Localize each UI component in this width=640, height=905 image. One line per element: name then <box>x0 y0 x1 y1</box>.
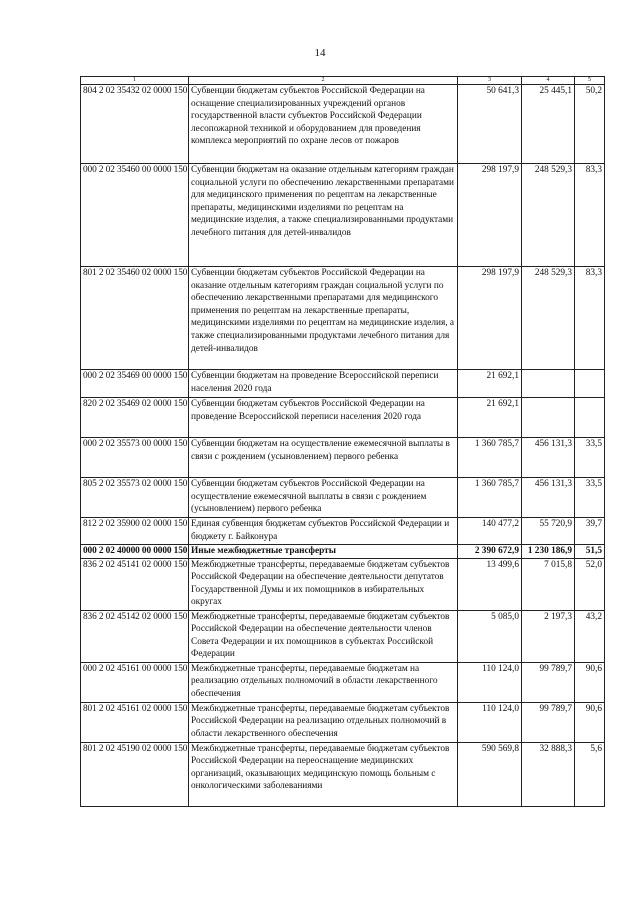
budget-code-cell: 805 2 02 35573 02 0000 150 <box>81 478 189 518</box>
actual-amount-cell: 456 131,3 <box>522 478 575 518</box>
budget-code-cell: 000 2 02 40000 00 0000 150 <box>81 545 189 559</box>
actual-amount-cell: 32 888,3 <box>522 742 575 806</box>
table-row <box>81 742 605 806</box>
budget-code-cell: 801 2 02 45190 02 0000 150 <box>81 742 189 806</box>
plan-amount-cell: 298 197,9 <box>458 267 522 370</box>
plan-amount-cell: 13 499,6 <box>458 558 522 610</box>
table-row <box>81 370 605 398</box>
actual-amount-cell: 2 197,3 <box>522 610 575 662</box>
budget-code-cell: 000 2 02 35469 00 0000 150 <box>81 370 189 398</box>
plan-amount-cell: 2 390 672,9 <box>458 545 522 559</box>
plan-amount-cell: 50 641,3 <box>458 85 522 164</box>
percent-cell: 90,6 <box>575 702 605 742</box>
column-number-row <box>81 77 605 85</box>
plan-amount-cell: 110 124,0 <box>458 702 522 742</box>
budget-code-cell: 836 2 02 45141 02 0000 150 <box>81 558 189 610</box>
actual-amount-cell: 248 529,3 <box>522 267 575 370</box>
table-body <box>81 85 605 807</box>
column-number: 2 <box>189 77 458 85</box>
name-cell: Субвенции бюджетам субъектов Российской Федерации на проведение Всероссийской переписи населения 2020 года <box>189 398 458 438</box>
column-number: 4 <box>522 77 575 85</box>
table-row <box>81 85 605 164</box>
percent-cell: 5,6 <box>575 742 605 806</box>
percent-cell: 83,3 <box>575 267 605 370</box>
table-row <box>81 558 605 610</box>
percent-cell: 50,2 <box>575 85 605 164</box>
budget-code-cell: 801 2 02 45161 02 0000 150 <box>81 702 189 742</box>
plan-amount-cell: 110 124,0 <box>458 662 522 702</box>
plan-amount-cell: 21 692,1 <box>458 370 522 398</box>
name-cell: Межбюджетные трансферты, передаваемые бюджетам субъектов Российской Федерации на обеспечение деятельности членов Совета Федерации и их помощников в субъектах Российской Федерации <box>189 610 458 662</box>
plan-amount-cell: 5 085,0 <box>458 610 522 662</box>
actual-amount-cell <box>522 398 575 438</box>
budget-code-cell: 801 2 02 35460 02 0000 150 <box>81 267 189 370</box>
name-cell: Субвенции бюджетам субъектов Российской Федерации на осуществление ежемесячной выплаты в связи с рождением (усыновлением) первого ребенка <box>189 478 458 518</box>
name-cell: Межбюджетные трансферты, передаваемые бюджетам на реализацию отдельных полномочий в области лекарственного обеспечения <box>189 662 458 702</box>
percent-cell: 83,3 <box>575 164 605 267</box>
budget-code-cell: 000 2 02 35573 00 0000 150 <box>81 438 189 478</box>
actual-amount-cell <box>522 370 575 398</box>
actual-amount-cell: 99 789,7 <box>522 702 575 742</box>
column-number: 3 <box>458 77 522 85</box>
plan-amount-cell: 21 692,1 <box>458 398 522 438</box>
table-row <box>81 610 605 662</box>
actual-amount-cell: 55 720,9 <box>522 518 575 545</box>
column-number: 1 <box>81 77 189 85</box>
budget-code-cell: 804 2 02 35432 02 0000 150 <box>81 85 189 164</box>
name-cell: Субвенции бюджетам на проведение Всероссийской переписи населения 2020 года <box>189 370 458 398</box>
name-cell: Субвенции бюджетам субъектов Российской Федерации на оказание отдельным категориям граждан социальной услуги по обеспечению лекарственными препаратами для медицинского применения по рецептам на лекарственные препараты, медицинскими изделиями по рецептам на медицинские изделия, а также специализированными продуктами лечебного питания для детей-инвалидов <box>189 267 458 370</box>
budget-code-cell: 836 2 02 45142 02 0000 150 <box>81 610 189 662</box>
plan-amount-cell: 1 360 785,7 <box>458 478 522 518</box>
table-row <box>81 164 605 267</box>
table-row <box>81 518 605 545</box>
name-cell: Единая субвенция бюджетам субъектов Российской Федерации и бюджету г. Байконура <box>189 518 458 545</box>
table-row <box>81 545 605 559</box>
percent-cell: 33,5 <box>575 438 605 478</box>
table-row <box>81 702 605 742</box>
actual-amount-cell: 99 789,7 <box>522 662 575 702</box>
percent-cell: 39,7 <box>575 518 605 545</box>
name-cell: Иные межбюджетные трансферты <box>189 545 458 559</box>
table-header <box>81 77 605 85</box>
budget-code-cell: 000 2 02 45161 00 0000 150 <box>81 662 189 702</box>
percent-cell: 51,5 <box>575 545 605 559</box>
budget-code-cell: 000 2 02 35460 00 0000 150 <box>81 164 189 267</box>
percent-cell: 52,0 <box>575 558 605 610</box>
name-cell: Субвенции бюджетам субъектов Российской Федерации на оснащение специализированных учреждений органов государственной власти субъектов Российской Федерации лесопожарной техникой и оборудованием для проведения комплекса мероприятий по охране лесов от пожаров <box>189 85 458 164</box>
percent-cell: 90,6 <box>575 662 605 702</box>
budget-code-cell: 820 2 02 35469 02 0000 150 <box>81 398 189 438</box>
actual-amount-cell: 248 529,3 <box>522 164 575 267</box>
name-cell: Субвенции бюджетам на осуществление ежемесячной выплаты в связи с рождением (усыновлением) первого ребенка <box>189 438 458 478</box>
actual-amount-cell: 7 015,8 <box>522 558 575 610</box>
name-cell: Субвенции бюджетам на оказание отдельным категориям граждан социальной услуги по обеспечению лекарственными препаратами для медицинского применения по рецептам на лекарственные препараты, медицинскими изделиями по рецептам на медицинские изделия, а также специализированными продуктами лечебного питания для детей-инвалидов <box>189 164 458 267</box>
table-row <box>81 662 605 702</box>
table-row <box>81 398 605 438</box>
actual-amount-cell: 456 131,3 <box>522 438 575 478</box>
percent-cell: 33,5 <box>575 478 605 518</box>
percent-cell <box>575 398 605 438</box>
page-number: 14 <box>314 47 326 59</box>
table-row <box>81 267 605 370</box>
plan-amount-cell: 590 569,8 <box>458 742 522 806</box>
actual-amount-cell: 1 230 186,9 <box>522 545 575 559</box>
budget-table <box>80 76 605 807</box>
name-cell: Межбюджетные трансферты, передаваемые бюджетам субъектов Российской Федерации на обеспечение деятельности депутатов Государственной Думы и их помощников в избирательных округах <box>189 558 458 610</box>
plan-amount-cell: 140 477,2 <box>458 518 522 545</box>
budget-code-cell: 812 2 02 35900 02 0000 150 <box>81 518 189 545</box>
percent-cell <box>575 370 605 398</box>
name-cell: Межбюджетные трансферты, передаваемые бюджетам субъектов Российской Федерации на реализацию отдельных полномочий в области лекарственного обеспечения <box>189 702 458 742</box>
actual-amount-cell: 25 445,1 <box>522 85 575 164</box>
plan-amount-cell: 1 360 785,7 <box>458 438 522 478</box>
table-row <box>81 478 605 518</box>
percent-cell: 43,2 <box>575 610 605 662</box>
name-cell: Межбюджетные трансферты, передаваемые бюджетам субъектов Российской Федерации на переоснащение медицинских организаций, оказывающих медицинскую помощь больным с онкологическими заболеваниями <box>189 742 458 806</box>
plan-amount-cell: 298 197,9 <box>458 164 522 267</box>
table-row <box>81 438 605 478</box>
column-number: 5 <box>575 77 605 85</box>
